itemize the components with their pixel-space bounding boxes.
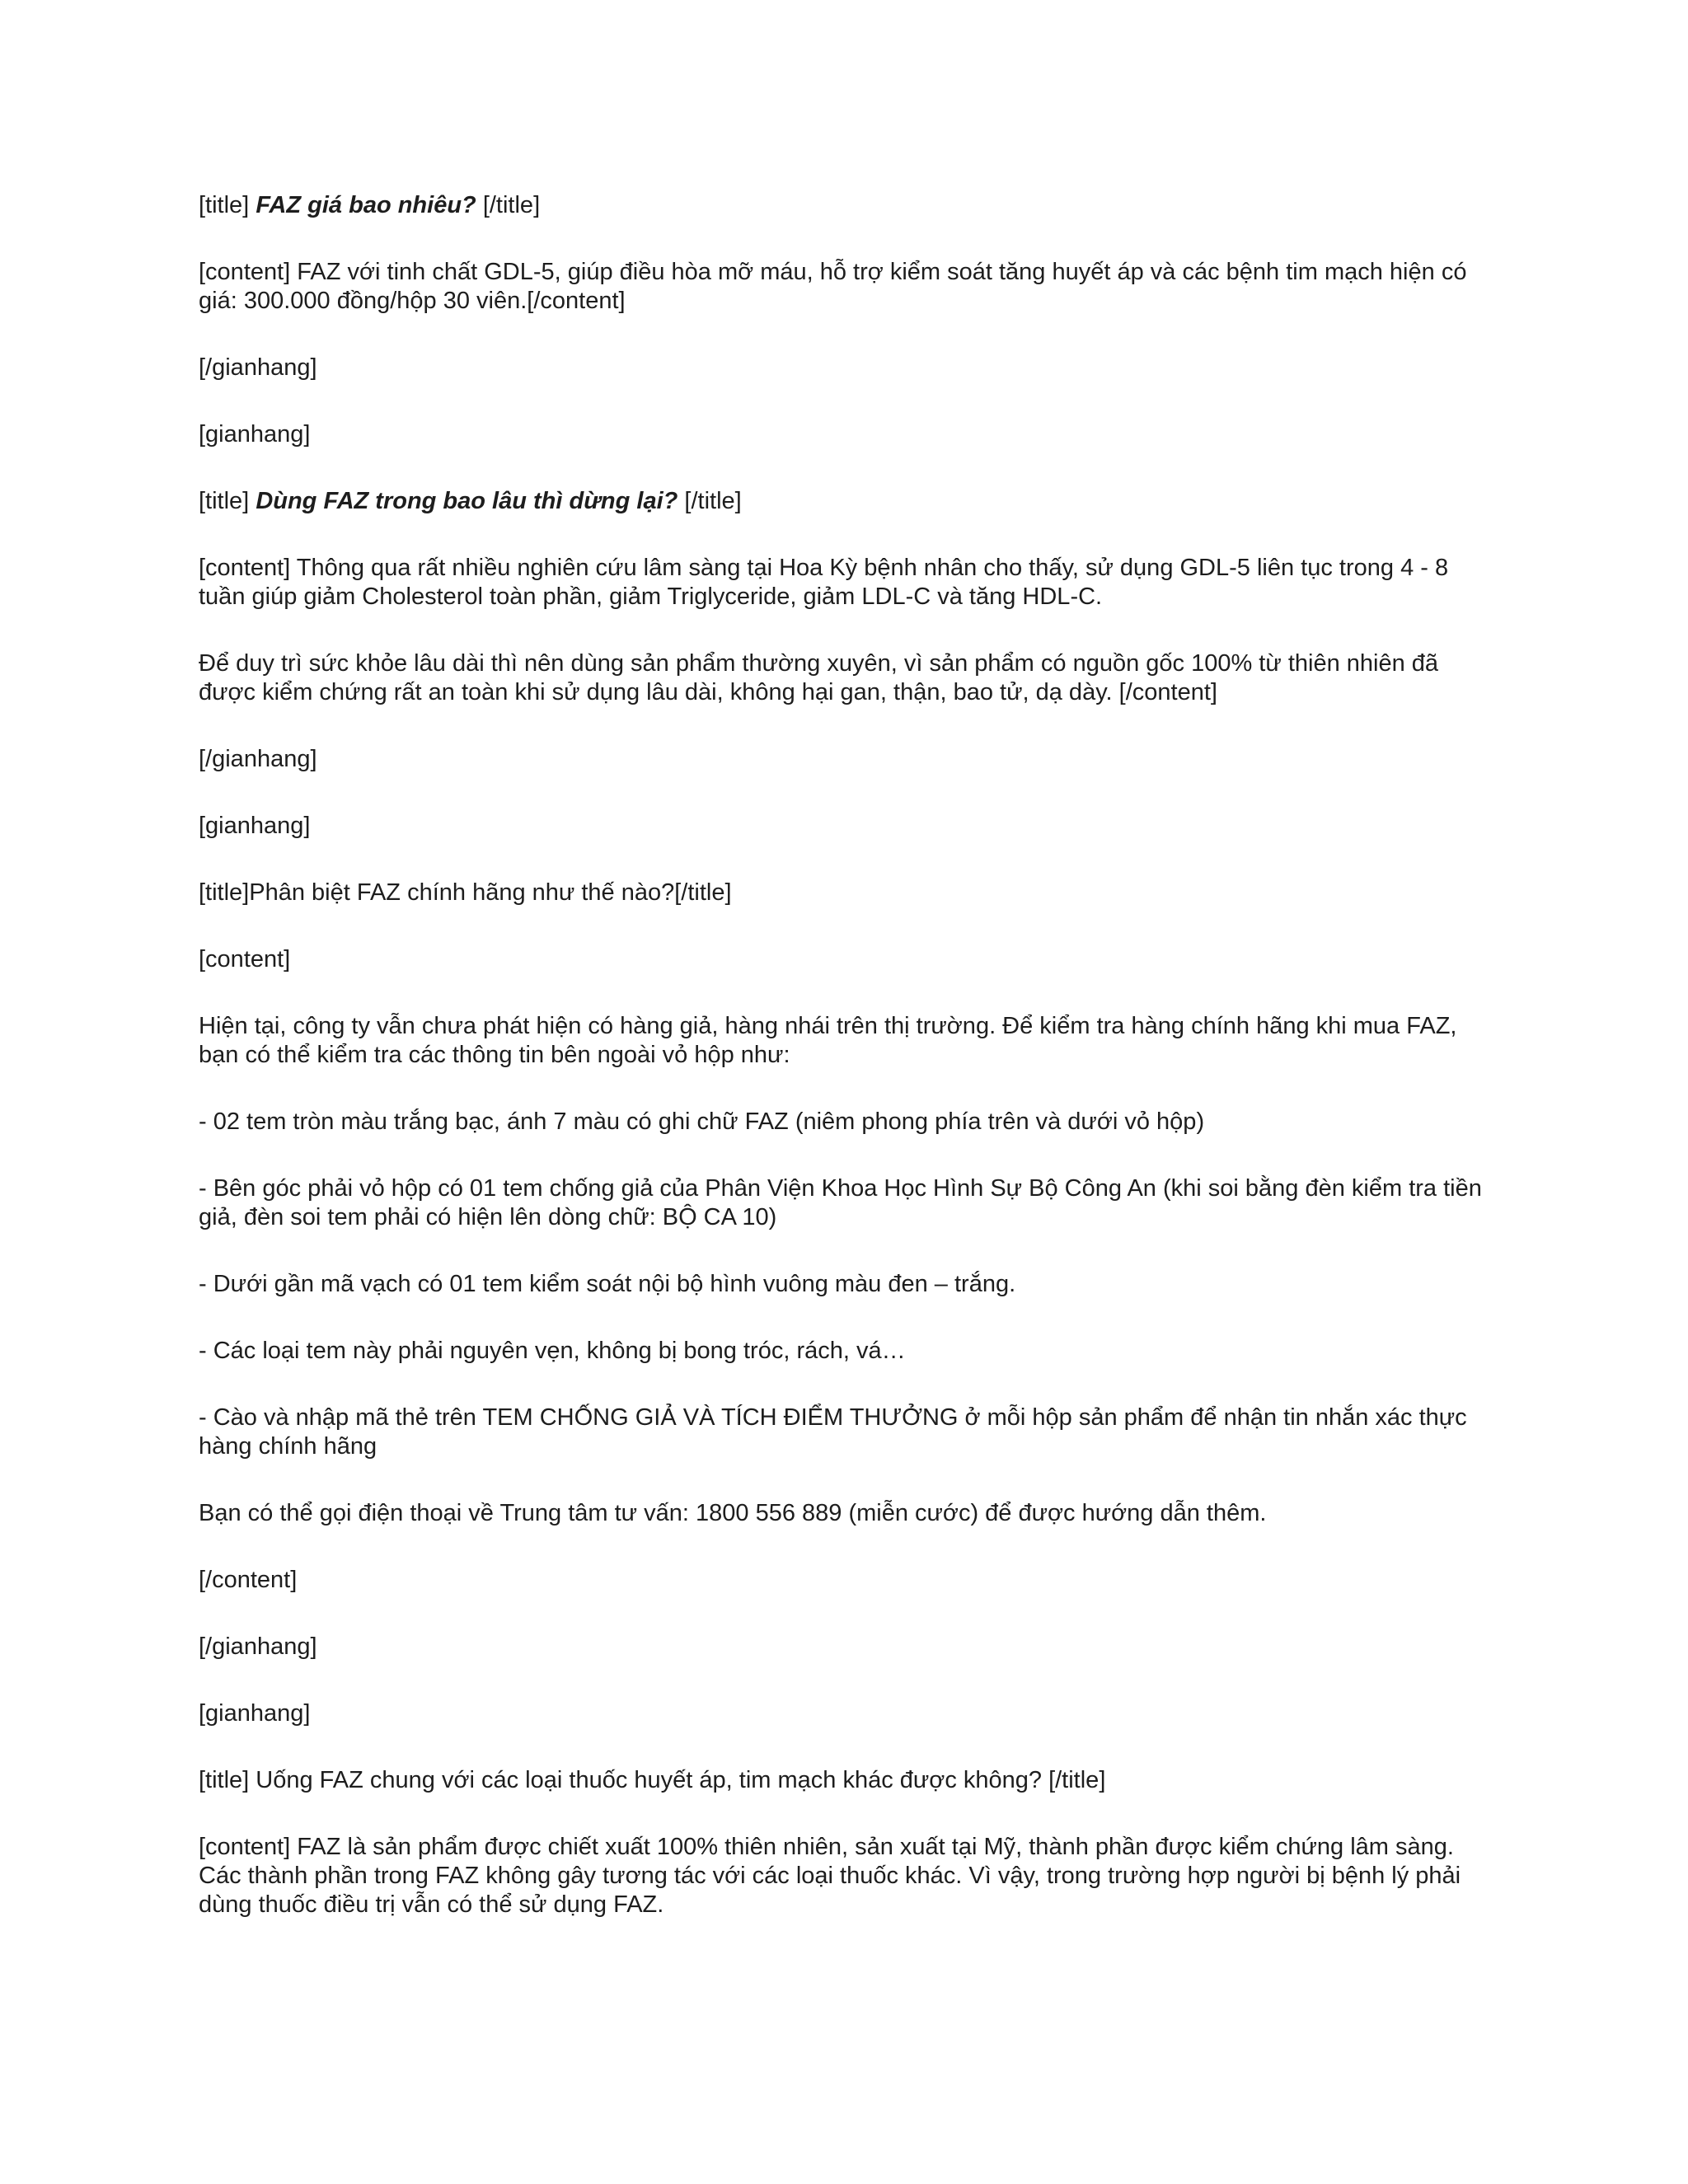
list-item: - 02 tem tròn màu trắng bạc, ánh 7 màu có ghi chữ FAZ (niêm phong phía trên và dưới vỏ hộp)	[199, 1108, 1205, 1135]
gianhang-close-tag: [/gianhang]	[199, 354, 317, 381]
title-open-tag: [title]	[199, 192, 256, 218]
title-close-tag: [/title]	[476, 192, 541, 218]
list-item: - Bên góc phải vỏ hộp có 01 tem chống giả của Phân Viện Khoa Học Hình Sự Bộ Công An (khi soi bằng đèn kiểm tra tiền giả, đèn soi tem phải có hiện lên dòng chữ: BỘ CA 10)	[199, 1175, 1482, 1230]
gianhang-open-tag: [gianhang]	[199, 421, 311, 448]
title-close-tag: [/title]	[678, 488, 742, 514]
list-item: - Cào và nhập mã thẻ trên TEM CHỐNG GIẢ VÀ TÍCH ĐIỂM THƯỞNG ở mỗi hộp sản phẩm để nhận tin nhắn xác thực hàng chính hãng	[199, 1404, 1467, 1460]
content-open-tag: [content]	[199, 946, 291, 972]
title-text: FAZ giá bao nhiêu?	[256, 192, 476, 218]
content-paragraph: Để duy trì sức khỏe lâu dài thì nên dùng sản phẩm thường xuyên, vì sản phẩm có nguồn gốc 100% từ thiên nhiên đã được kiểm chứng rất an toàn khi sử dụng lâu dài, không hại gan, thận, bao tử, dạ dày. [/content]	[199, 650, 1439, 705]
list-item: - Các loại tem này phải nguyên vẹn, không bị bong tróc, rách, vá…	[199, 1338, 906, 1364]
content-paragraph: [content] FAZ là sản phẩm được chiết xuất 100% thiên nhiên, sản xuất tại Mỹ, thành phần được kiểm chứng lâm sàng. Các thành phần trong FAZ không gây tương tác với các loại thuốc khác. Vì vậy, trong trường hợp người bị bệnh lý phải dùng thuốc điều trị vẫn có thể sử dụng FAZ.	[199, 1834, 1461, 1918]
title-line: [title] Uống FAZ chung với các loại thuốc huyết áp, tim mạch khác được không? [/title]	[199, 1767, 1106, 1793]
title-line	[199, 487, 1493, 516]
content-paragraph: Bạn có thể gọi điện thoại về Trung tâm tư vấn: 1800 556 889 (miễn cước) để được hướng dẫn thêm.	[199, 1500, 1267, 1526]
list-item: - Dưới gần mã vạch có 01 tem kiểm soát nội bộ hình vuông màu đen – trắng.	[199, 1271, 1016, 1297]
title-text: Dùng FAZ trong bao lâu thì dừng lại?	[256, 488, 678, 514]
gianhang-open-tag: [gianhang]	[199, 813, 311, 839]
title-line	[199, 191, 1493, 220]
content-close-tag: [/content]	[199, 1567, 298, 1593]
content-paragraph: Hiện tại, công ty vẫn chưa phát hiện có hàng giả, hàng nhái trên thị trường. Để kiểm tra hàng chính hãng khi mua FAZ, bạn có thể kiểm tra các thông tin bên ngoài vỏ hộp như:	[199, 1013, 1457, 1068]
content-paragraph: [content] FAZ với tinh chất GDL-5, giúp điều hòa mỡ máu, hỗ trợ kiểm soát tăng huyết áp và các bệnh tim mạch hiện có giá: 300.000 đồng/hộp 30 viên.[/content]	[199, 259, 1467, 314]
gianhang-open-tag: [gianhang]	[199, 1700, 311, 1727]
title-line: [title]Phân biệt FAZ chính hãng như thế nào?[/title]	[199, 879, 732, 906]
document-body	[199, 191, 1493, 1957]
gianhang-close-tag: [/gianhang]	[199, 746, 317, 772]
content-paragraph: [content] Thông qua rất nhiều nghiên cứu lâm sàng tại Hoa Kỳ bệnh nhân cho thấy, sử dụng GDL-5 liên tục trong 4 - 8 tuần giúp giảm Cholesterol toàn phần, giảm Triglyceride, giảm LDL-C và tăng HDL-C.	[199, 555, 1449, 610]
title-open-tag: [title]	[199, 488, 256, 514]
gianhang-close-tag: [/gianhang]	[199, 1633, 317, 1660]
